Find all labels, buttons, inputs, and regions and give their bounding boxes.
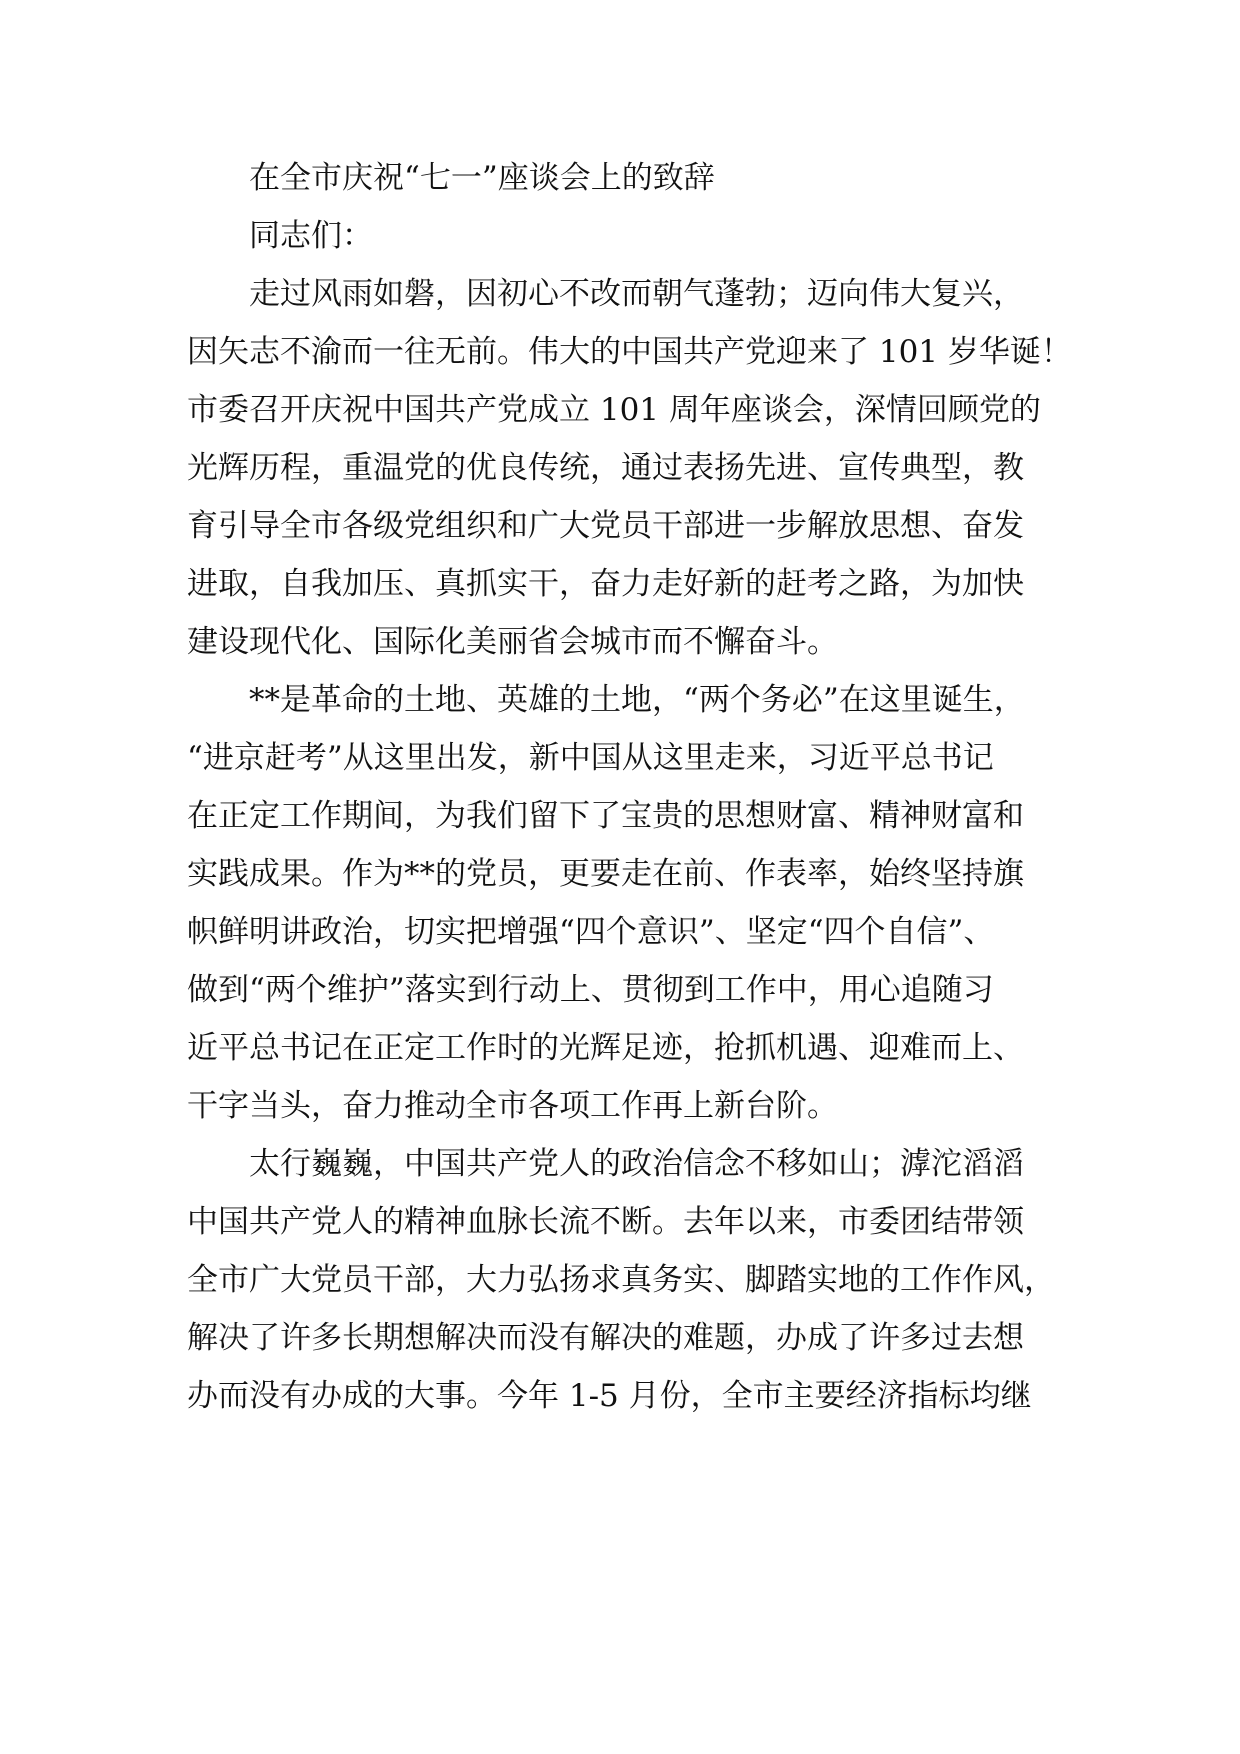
paragraph-1-line-4: 光辉历程，重温党的优良传统，通过表扬先进、宣传典型，教: [187, 450, 1024, 486]
paragraph-3-line-3: 全市广大党员干部，大力弘扬求真务实、脚踏实地的工作作风，: [187, 1262, 1055, 1298]
paragraph-2-line-7: 近平总书记在正定工作时的光辉足迹，抢抓机遇、迎难而上、: [187, 1030, 1024, 1066]
paragraph-1-line-2: 因矢志不渝而一往无前。伟大的中国共产党迎来了 101 岁华诞！: [187, 334, 1072, 370]
paragraph-2-line-6: 做到“两个维护”落实到行动上、贯彻到工作中，用心追随习: [187, 972, 994, 1008]
paragraph-2-line-2: “进京赶考”从这里出发，新中国从这里走来，习近平总书记: [187, 740, 994, 776]
paragraph-3-line-2: 中国共产党人的精神血脉长流不断。去年以来，市委团结带领: [187, 1204, 1024, 1240]
document-title: 在全市庆祝“七一”座谈会上的致辞: [249, 160, 715, 196]
paragraph-2-line-8: 干字当头，奋力推动全市各项工作再上新台阶。: [187, 1088, 838, 1124]
paragraph-1-line-7: 建设现代化、国际化美丽省会城市而不懈奋斗。: [187, 624, 838, 660]
paragraph-2-line-3: 在正定工作期间，为我们留下了宝贵的思想财富、精神财富和: [187, 798, 1024, 834]
paragraph-2-line-1: **是革命的土地、英雄的土地，“两个务必”在这里诞生，: [249, 682, 1025, 718]
paragraph-3-line-1: 太行巍巍，中国共产党人的政治信念不移如山；滹沱滔滔: [249, 1146, 1024, 1182]
paragraph-1-line-5: 育引导全市各级党组织和广大党员干部进一步解放思想、奋发: [187, 508, 1024, 544]
paragraph-1-line-6: 进取，自我加压、真抓实干，奋力走好新的赶考之路，为加快: [187, 566, 1024, 602]
paragraph-1-line-1: 走过风雨如磐，因初心不改而朝气蓬勃；迈向伟大复兴，: [249, 276, 1024, 312]
salutation: 同志们：: [249, 218, 373, 254]
paragraph-1-line-3: 市委召开庆祝中国共产党成立 101 周年座谈会，深情回顾党的: [187, 392, 1041, 428]
paragraph-2-line-5: 帜鲜明讲政治，切实把增强“四个意识”、坚定“四个自信”、: [187, 914, 995, 950]
paragraph-3-line-4: 解决了许多长期想解决而没有解决的难题，办成了许多过去想: [187, 1320, 1024, 1356]
paragraph-3-line-5: 办而没有办成的大事。今年 1-5 月份，全市主要经济指标均继: [187, 1378, 1032, 1414]
paragraph-2-line-4: 实践成果。作为**的党员，更要走在前、作表率，始终坚持旗: [187, 856, 1024, 892]
